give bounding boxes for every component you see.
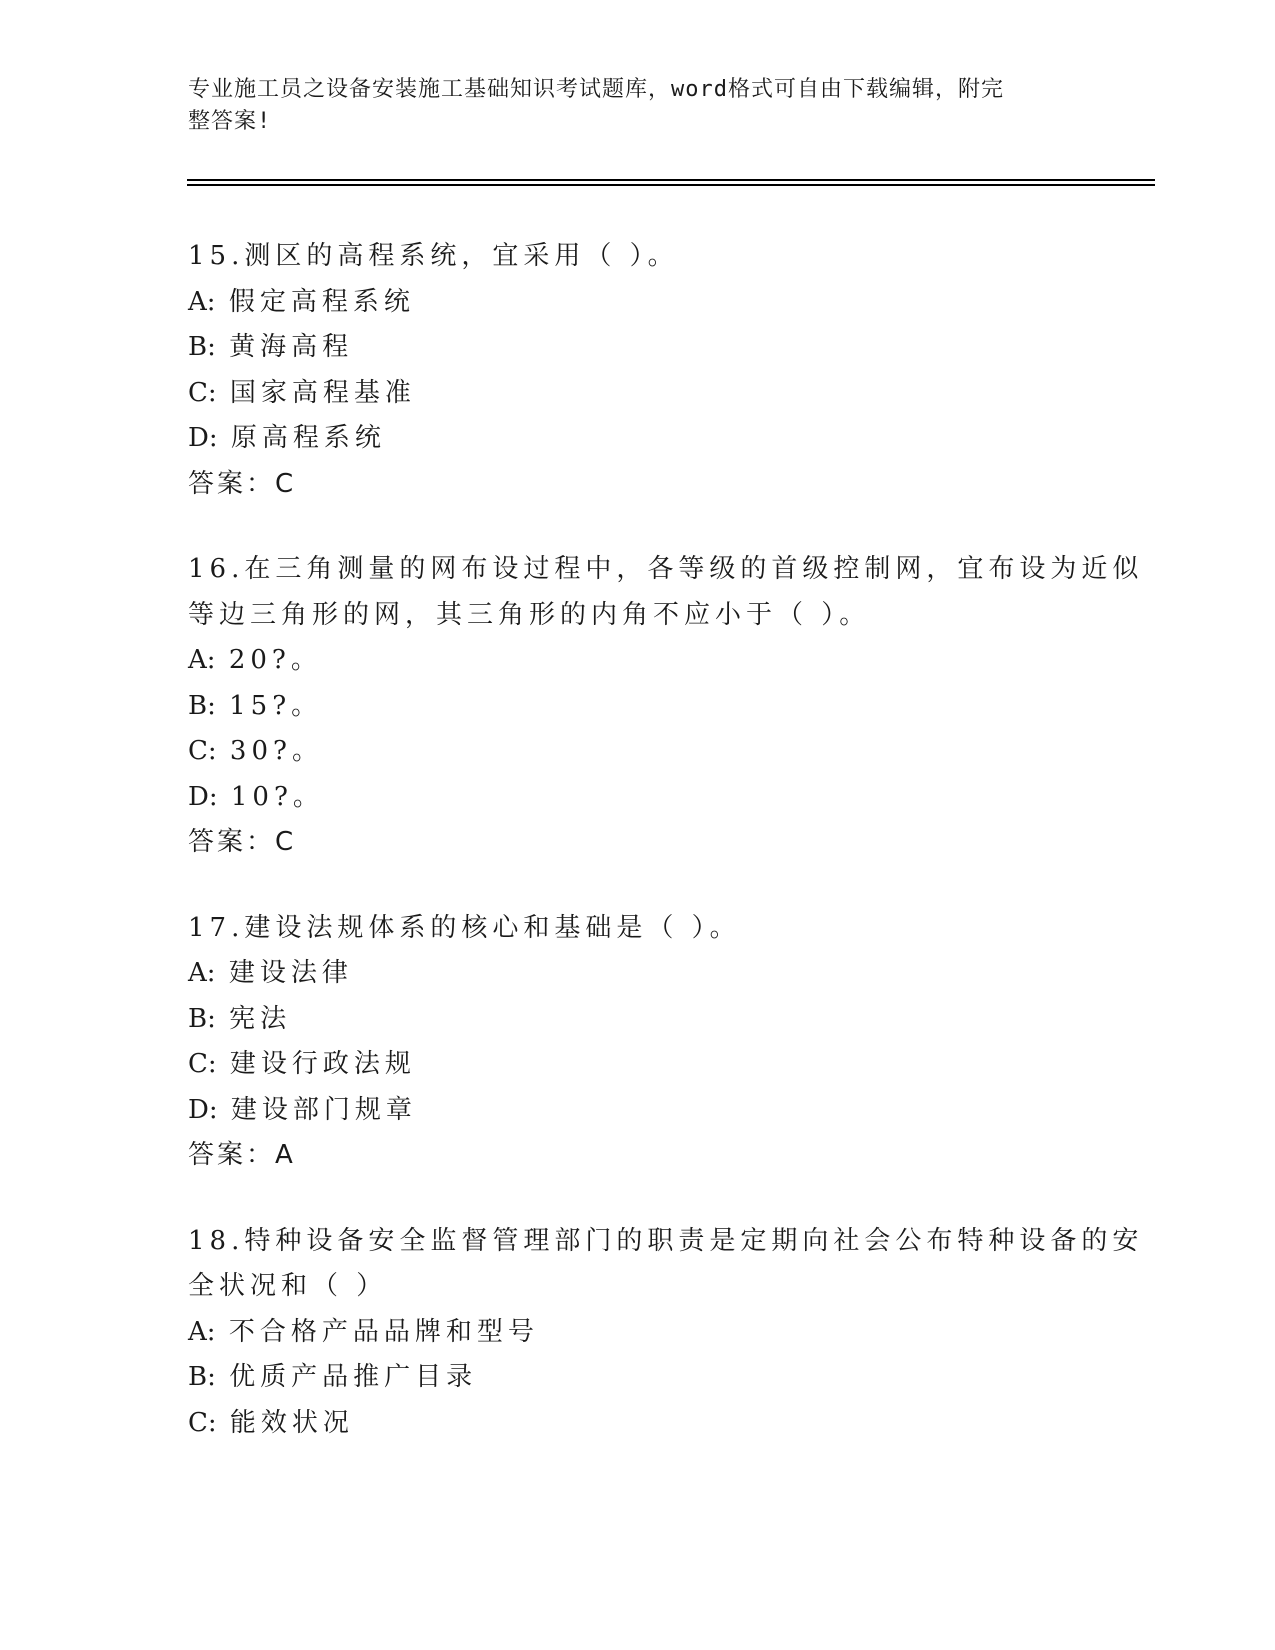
option-c (188, 729, 1088, 775)
option-b (188, 684, 1088, 730)
option-letter: C: (188, 1407, 217, 1438)
answer-line: 答案：A (188, 1140, 296, 1170)
question-stem: 18.特种设备安全监督管理部门的职责是定期向社会公布特种设备的安 (188, 1225, 1144, 1256)
option-letter: D: (188, 781, 218, 812)
question-17 (188, 906, 1088, 1179)
header-divider-bottom (187, 184, 1155, 186)
header-line-2: 整答案! (188, 109, 272, 134)
question-stem: 17.建设法规体系的核心和基础是（ ）。 (188, 912, 741, 943)
option-a (188, 1310, 1088, 1356)
option-text: 假定高程系统 (228, 286, 415, 317)
option-letter: B: (188, 690, 216, 721)
header-line-1: 专业施工员之设备安装施工基础知识考试题库，word格式可自由下载编辑，附完 (188, 77, 1004, 102)
option-text: 不合格产品品牌和型号 (228, 1316, 539, 1347)
option-d (188, 775, 1088, 821)
option-text: 20?。 (228, 645, 322, 675)
option-letter: A: (188, 645, 216, 675)
option-c (188, 1042, 1088, 1088)
option-text: 建设部门规章 (230, 1094, 417, 1125)
question-stem: 15.测区的高程系统，宜采用（ ）。 (188, 241, 679, 271)
option-letter: D: (188, 1094, 218, 1125)
question-stem-continued: 全状况和（ ） (188, 1271, 388, 1301)
question-15 (188, 234, 1088, 507)
option-letter: B: (188, 1362, 216, 1392)
answer-line: 答案：C (188, 468, 297, 499)
option-b (188, 325, 1088, 371)
option-text: 30?。 (229, 736, 323, 766)
option-text: 原高程系统 (230, 423, 386, 453)
option-text: 建设法律 (228, 958, 353, 988)
option-letter: B: (188, 332, 216, 362)
answer-line: 答案：C (188, 827, 297, 857)
question-stem-continued: 等边三角形的网，其三角形的内角不应小于（ ）。 (188, 599, 871, 630)
header-divider-top (187, 179, 1155, 181)
option-b (188, 1355, 1088, 1401)
option-text: 10?。 (230, 781, 324, 812)
option-letter: C: (188, 1049, 217, 1079)
option-text: 优质产品推广目录 (229, 1362, 478, 1392)
question-list (188, 234, 1144, 1486)
option-text: 15?。 (229, 690, 323, 721)
option-a (188, 638, 1088, 684)
option-d (188, 416, 1088, 462)
option-d (188, 1088, 1088, 1134)
option-letter: C: (188, 377, 217, 408)
option-letter: A: (188, 1316, 216, 1347)
option-a (188, 951, 1088, 997)
option-c (188, 1401, 1088, 1447)
question-18 (188, 1219, 1144, 1447)
option-text: 能效状况 (229, 1407, 354, 1438)
option-letter: A: (188, 958, 216, 988)
option-b (188, 997, 1088, 1043)
option-text: 国家高程基准 (229, 377, 416, 408)
option-text: 宪法 (229, 1003, 292, 1034)
option-letter: A: (188, 286, 216, 317)
option-a (188, 280, 1088, 326)
option-text: 黄海高程 (229, 332, 354, 362)
option-text: 建设行政法规 (229, 1049, 416, 1079)
option-letter: C: (188, 736, 217, 766)
option-letter: D: (188, 423, 218, 453)
option-letter: B: (188, 1003, 216, 1034)
question-16 (188, 547, 1144, 866)
document-header (188, 74, 1088, 138)
option-c (188, 371, 1088, 417)
question-stem: 16.在三角测量的网布设过程中，各等级的首级控制网，宜布设为近似 (188, 554, 1144, 584)
